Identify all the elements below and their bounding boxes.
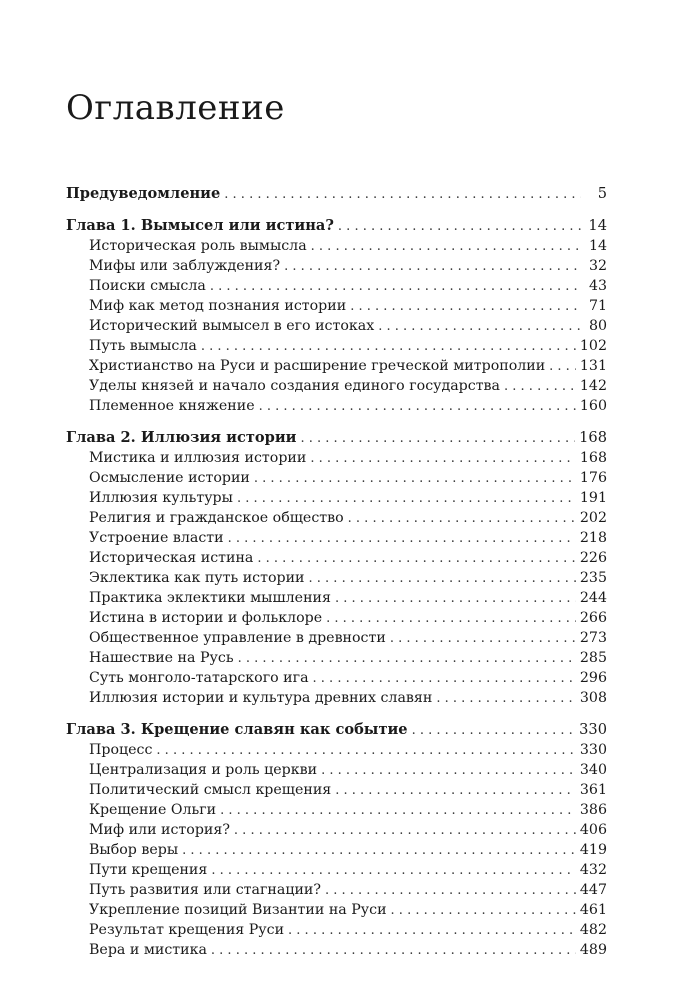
toc-entry[interactable]	[66, 568, 607, 588]
toc-entry-title: Мистика и иллюзия истории	[89, 450, 307, 466]
toc-entry[interactable]	[66, 236, 607, 256]
toc-entry-title: Поиски смысла	[89, 278, 206, 294]
toc-entry[interactable]	[66, 488, 607, 508]
toc-entry-title: Осмысление истории	[89, 470, 250, 486]
toc-entry-title: Миф как метод познания истории	[89, 298, 347, 314]
toc-entry-page: 5	[597, 185, 607, 202]
toc-entry-page: 244	[579, 590, 607, 606]
dot-leader	[412, 721, 576, 741]
toc-entry[interactable]	[66, 820, 607, 840]
dot-leader	[338, 217, 581, 237]
toc-entry[interactable]	[66, 800, 607, 820]
toc-entry[interactable]	[66, 276, 607, 296]
toc-entry-page: 131	[579, 358, 607, 374]
toc-entry-page: 226	[579, 550, 607, 566]
dot-leader	[182, 841, 576, 861]
toc-entry-title: Суть монголо-татарского ига	[89, 670, 309, 686]
dot-leader	[156, 741, 575, 761]
toc-entry-page: 432	[579, 862, 607, 878]
toc-entry-title: Историческая истина	[89, 550, 254, 566]
toc-entry[interactable]	[66, 508, 607, 528]
toc-entry[interactable]	[66, 468, 607, 488]
toc-entry-title: Политический смысл крещения	[89, 782, 332, 798]
toc-entry-title: Централизация и роль церкви	[89, 762, 318, 778]
toc-entry[interactable]	[66, 648, 607, 668]
toc-entry-title: Религия и гражданское общество	[89, 510, 344, 526]
toc-entry-title: Процесс	[89, 742, 153, 758]
toc-entry-page: 361	[579, 782, 607, 798]
toc-entry[interactable]	[66, 688, 607, 708]
toc-entry-title: Устроение власти	[89, 530, 224, 546]
dot-leader	[220, 801, 576, 821]
dot-leader	[436, 689, 576, 709]
toc-entry[interactable]	[66, 760, 607, 780]
dot-leader	[210, 277, 581, 297]
toc-entry[interactable]	[66, 780, 607, 800]
toc-entry-title: Предуведомление	[66, 185, 221, 202]
toc-entry-page: 71	[588, 298, 607, 314]
toc-entry[interactable]	[66, 396, 607, 416]
toc-entry-page: 489	[579, 942, 607, 958]
dot-leader	[224, 185, 581, 205]
dot-leader	[335, 781, 576, 801]
toc-entry-page: 32	[588, 258, 607, 274]
dot-leader	[211, 861, 576, 881]
toc-entry[interactable]	[66, 588, 607, 608]
toc-entry-title: Вера и мистика	[89, 942, 207, 958]
dot-leader	[321, 761, 576, 781]
toc-entry-page: 296	[579, 670, 607, 686]
toc-chapter-title: Глава 1. Вымысел или истина?	[66, 217, 334, 234]
toc-entry-page: 386	[579, 802, 607, 818]
dot-leader	[348, 509, 576, 529]
toc-chapter-title: Глава 2. Иллюзия истории	[66, 429, 297, 446]
toc-entry[interactable]	[66, 548, 607, 568]
toc-entry[interactable]	[66, 628, 607, 648]
toc-entry[interactable]	[66, 860, 607, 880]
dot-leader	[504, 377, 576, 397]
toc-entry-page: 330	[579, 742, 607, 758]
toc-entry-title: Исторический вымысел в его истоках	[89, 318, 375, 334]
toc-entry[interactable]	[66, 920, 607, 940]
toc-entry[interactable]	[66, 840, 607, 860]
toc-entry-page: 202	[579, 510, 607, 526]
dot-leader	[391, 901, 576, 921]
toc-entry[interactable]	[66, 448, 607, 468]
toc-entry[interactable]	[66, 940, 607, 960]
toc-entry-page: 308	[579, 690, 607, 706]
dot-leader	[390, 629, 576, 649]
toc-entry[interactable]	[66, 256, 607, 276]
toc-entry[interactable]	[66, 668, 607, 688]
toc-chapter-page: 330	[579, 721, 607, 738]
toc-entry-title: Уделы князей и начало создания единого государства	[89, 378, 501, 394]
toc-entry[interactable]	[66, 296, 607, 316]
toc-entry-title: Эклектика как путь истории	[89, 570, 305, 586]
toc-chapter-title: Глава 3. Крещение славян как событие	[66, 721, 408, 738]
toc-entry-title: Укрепление позиций Византии на Руси	[89, 902, 387, 918]
toc-entry-title: Выбор веры	[89, 842, 179, 858]
toc-entry-page: 191	[579, 490, 607, 506]
toc-entry-title: Миф или история?	[89, 822, 230, 838]
dot-leader	[326, 609, 576, 629]
dot-leader	[288, 921, 576, 941]
toc-entry[interactable]	[66, 316, 607, 336]
dot-leader	[254, 469, 576, 489]
toc-entry[interactable]	[66, 608, 607, 628]
dot-leader	[284, 257, 581, 277]
dot-leader	[549, 357, 576, 377]
toc-entry-title: Историческая роль вымысла	[89, 238, 307, 254]
toc-entry-title: Путь развития или стагнации?	[89, 882, 321, 898]
dot-leader	[234, 821, 576, 841]
toc-entry-page: 168	[579, 450, 607, 466]
toc-entry[interactable]	[66, 336, 607, 356]
toc-chapter[interactable]	[66, 428, 607, 448]
toc-entry-title: Практика эклектики мышления	[89, 590, 331, 606]
dot-leader	[211, 941, 576, 961]
toc-chapter[interactable]	[66, 720, 607, 740]
toc-entry-title: Христианство на Руси и расширение греческой митрополии	[89, 358, 546, 374]
toc-entry-page: 102	[579, 338, 607, 354]
toc-entry[interactable]	[66, 376, 607, 396]
toc-preface[interactable]	[66, 184, 607, 204]
toc-chapter-page: 168	[579, 429, 607, 446]
toc-entry-page: 340	[579, 762, 607, 778]
dot-leader	[309, 569, 576, 589]
toc-entry-page: 482	[579, 922, 607, 938]
toc-entry-title: Крещение Ольги	[89, 802, 217, 818]
toc-entry-title: Нашествие на Русь	[89, 650, 234, 666]
toc-entry-page: 43	[588, 278, 607, 294]
toc-entry-title: Племенное княжение	[89, 398, 255, 414]
toc-entry-page: 461	[579, 902, 607, 918]
toc-entry-title: Иллюзия культуры	[89, 490, 233, 506]
toc-entry-page: 160	[579, 398, 607, 414]
page-title: Оглавление	[66, 88, 285, 128]
toc-entry-title: Иллюзия истории и культура древних славян	[89, 690, 433, 706]
toc-entry-title: Путь вымысла	[89, 338, 197, 354]
toc-chapter-page: 14	[588, 217, 607, 234]
dot-leader	[237, 489, 576, 509]
toc-entry-page: 285	[579, 650, 607, 666]
dot-leader	[257, 549, 576, 569]
toc-entry-title: Пути крещения	[89, 862, 208, 878]
dot-leader	[325, 881, 576, 901]
toc-chapter[interactable]	[66, 216, 607, 236]
toc-entry-page: 419	[579, 842, 607, 858]
toc-entry-title: Истина в истории и фольклоре	[89, 610, 323, 626]
toc-entry-title: Результат крещения Руси	[89, 922, 285, 938]
toc-entry-page: 80	[588, 318, 607, 334]
toc-entry-page: 218	[579, 530, 607, 546]
dot-leader	[378, 317, 581, 337]
dot-leader	[259, 397, 576, 417]
toc-entry[interactable]	[66, 880, 607, 900]
toc-entry[interactable]	[66, 900, 607, 920]
dot-leader	[201, 337, 576, 357]
dot-leader	[301, 429, 576, 449]
table-of-contents	[66, 184, 607, 960]
dot-leader	[311, 237, 581, 257]
toc-entry[interactable]	[66, 528, 607, 548]
dot-leader	[350, 297, 581, 317]
toc-entry-page: 406	[579, 822, 607, 838]
toc-entry[interactable]	[66, 740, 607, 760]
toc-entry-title: Мифы или заблуждения?	[89, 258, 281, 274]
dot-leader	[313, 669, 576, 689]
dot-leader	[238, 649, 576, 669]
toc-entry-page: 142	[579, 378, 607, 394]
toc-entry-page: 273	[579, 630, 607, 646]
toc-entry-page: 266	[579, 610, 607, 626]
toc-entry[interactable]	[66, 356, 607, 376]
dot-leader	[310, 449, 576, 469]
toc-entry-page: 176	[579, 470, 607, 486]
toc-entry-title: Общественное управление в древности	[89, 630, 386, 646]
dot-leader	[228, 529, 576, 549]
toc-entry-page: 447	[579, 882, 607, 898]
toc-entry-page: 235	[579, 570, 607, 586]
toc-entry-page: 14	[588, 238, 607, 254]
dot-leader	[335, 589, 576, 609]
